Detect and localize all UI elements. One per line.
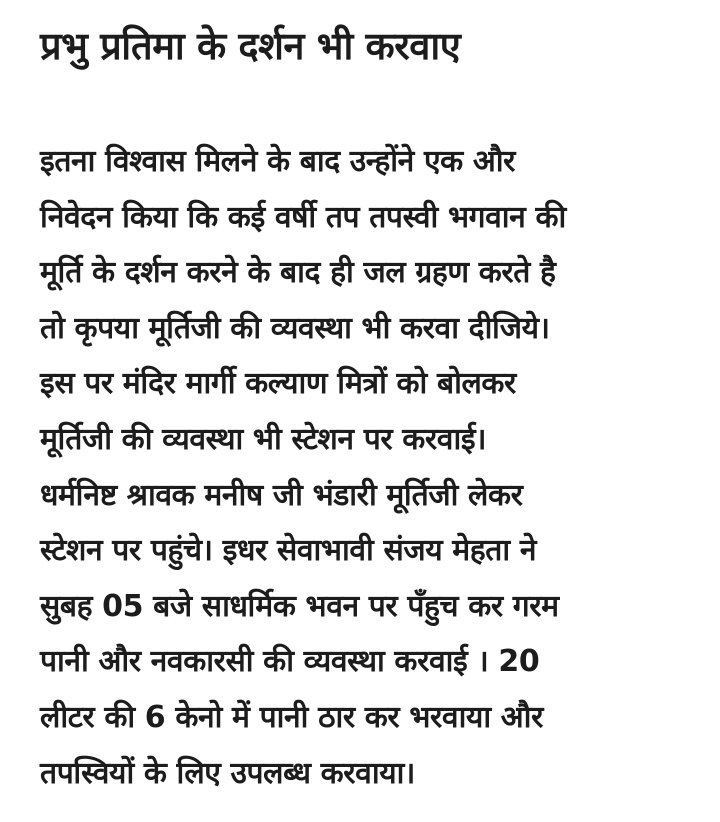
article-line: तपस्वियों के लिए उपलब्ध करवाया। bbox=[40, 755, 415, 791]
article-headline: प्रभु प्रतिमा के दर्शन भी करवाए bbox=[40, 24, 461, 68]
article-line: सुबह 05 बजे साधर्मिक भवन पर पँहुच कर गरम bbox=[40, 588, 559, 624]
article-line: तो कृपया मूर्तिजी की व्यवस्था भी करवा दीजिये। bbox=[40, 310, 550, 346]
article-line: लीटर की 6 केनो में पानी ठार कर भरवाया और bbox=[40, 699, 543, 735]
article-line: इस पर मंदिर मार्गी कल्याण मित्रों को बोलकर bbox=[40, 366, 516, 402]
article-line: मूर्तिजी की व्यवस्था भी स्टेशन पर करवाई। bbox=[40, 421, 487, 457]
article-line: इतना विश्वास मिलने के बाद उन्होंने एक और bbox=[40, 144, 516, 179]
article-line: पानी और नवकारसी की व्यवस्था करवाई । 20 bbox=[40, 644, 540, 680]
article-line: धर्मनिष्ट श्रावक मनीष जी भंडारी मूर्तिजी लेकर bbox=[40, 477, 523, 513]
article-body bbox=[40, 134, 710, 801]
news-article bbox=[40, 0, 710, 822]
article-line: मूर्ति के दर्शन करने के बाद ही जल ग्रहण करते है bbox=[40, 255, 556, 291]
article-line: निवेदन किया कि कई वर्षी तप तपस्वी भगवान की bbox=[40, 199, 566, 235]
article-line: स्टेशन पर पहुंचे। इधर सेवाभावी संजय मेहता ने bbox=[40, 533, 537, 569]
